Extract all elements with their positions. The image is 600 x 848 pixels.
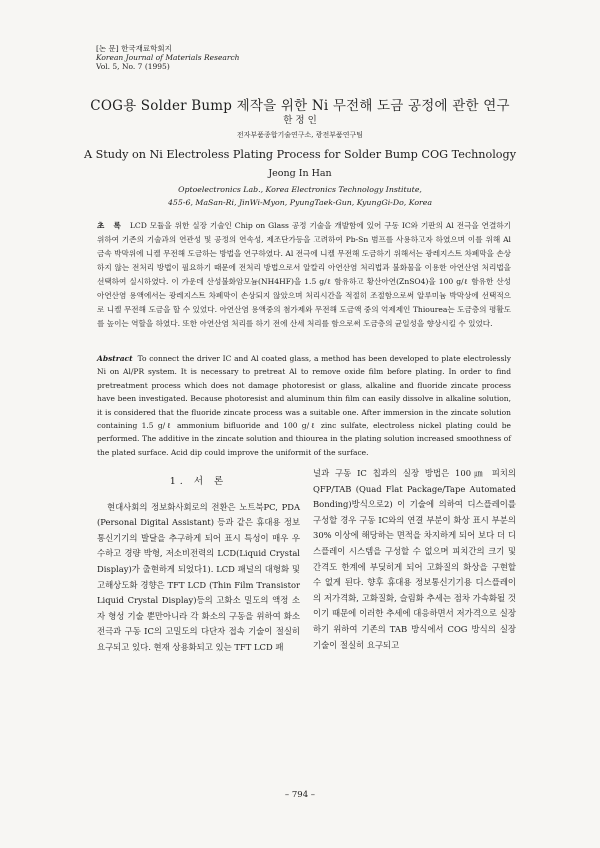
abstract-english-text: To connect the driver IC and Al coated glass, a method has been developed to plate electrolessly Ni on Al/PR system. It is necessary to pretreat Al to remove oxide film before plating. In order to find pretreatment process which does not damage photoresist or glass, alkaline and fluoride zincate process have been investigated. Because photoresist and aluminum thin film can easily dissolve in alkaline solution, it is considered that the fluoride zincate process was a suitable one. After immersion in the zincate solution containing 1.5 g/ℓ ammonium bifluoride and 100 g/ℓ zinc sulfate, electroless nickel plating could be performed. The additive in the zincate solution and thiourea in the plating solution increased smoothness of the plated surface. Acid dip could improve the uniformit of the surface. [97,354,511,457]
journal-volume: Vol. 5, No. 7 (1995) [96,62,170,71]
author-english: Jeong In Han [268,168,332,179]
affiliation-english-line2: 455-6, MaSan-Ri, JinWi-Myon, PyungTaek-Gun, KyungGi-Do, Korea [167,198,433,207]
abstract-korean-label: 초 록 [97,221,124,230]
author-korean: 한 정 인 [283,115,317,126]
page-number: – 794 – [284,790,316,800]
abstract-english-label: Abstract [97,354,133,363]
affiliation-korean: 전자부품종합기술연구소, 광전부품연구팀 [236,131,364,139]
abstract-korean-text: LCD 모듈을 위한 실장 기술인 Chip on Glass 공정 기술을 개발함에 있어 구동 IC와 기판의 Al 전극을 연결하기 위하여 기존의 기술과의 연관성 및 공정의 연속성, 제조단가등을 고려하여 Pb-Sn 범프를 사용하고자 하였으며 이를 위해 Al 금속 박막위에 니켈 무전해 도금하는 방법을 연구하였다. Al 전극에 니켈 무전해 도금하기 위해서는 광레지스트 차폐막을 손상하지 않는 전처리 방법이 필요하기 때문에 전처리 방법으로서 알칼리 아연산염 처리법과 불화물을 이용한 아연산염 처리법을 선택하여 실시하였다. 이 가운데 산성불화암모늄(NH4HF)을 1.5 g/ℓ 함유하고 황산아연(ZnSO4)을 100 g/ℓ 함유한 산성 아연산염 용액에서는 광레지스트 차폐막이 손상되지 않았으며 처리시간을 적절히 조절함으로써 알루미늄 박막상에 선택적으로 니켈 무전해 도금을 할 수 있었다. 아연산염 용액중의 첨가제와 무전해 도금액 중의 억제제인 Thiourea는 도금층의 평활도를 높이는 역할을 하였다. 또한 아연산염 처리를 하기 전에 산세 처리를 함으로써 도금층의 균일성을 향상시킬 수 있었다. [97,221,511,328]
title-english: A Study on Ni Electroless Plating Process for Solder Bump COG Technology [83,148,517,161]
body-column-right [313,466,516,653]
affiliation-english [0,183,600,209]
journal-header [96,44,239,71]
introduction-paragraph-left: 현대사회의 정보화사회로의 전환은 노트북PC, PDA (Personal Digital Assistant) 등과 같은 휴대용 정보통신기기의 발달을 추구하게 되어 표시 특성이 매우 우수하고 경량 박형, 저소비전력의 LCD(Liquid Crystal Display)가 출현하게 되었다1). LCD 패널의 대형화 및 고해상도화 경향은 TFT LCD (Thin Film Transistor Liquid Crystal Display)등의 고화소 밀도의 액정 소자 형성 기술 뿐만아니라 각 화소의 구동을 위하여 화소 전극과 구동 IC의 고밀도의 다단자 접속 기술이 절실히 요구되고 있다. 현재 상용화되고 있는 TFT LCD 패 [97,501,300,652]
section-heading-introduction: 1. 서 론 [169,476,228,487]
body-column-left [97,466,300,656]
journal-korean-name: [논 문] 한국재료학회지 [96,44,172,53]
abstract-korean [97,219,511,331]
abstract-english [97,352,511,459]
introduction-paragraph-right: 널과 구동 IC 칩과의 실장 방법은 100㎛ 피치의 QFP/TAB (Quad Flat Package/Tape Automated Bonding)방식으로2) 이 기술에 의하여 디스플레이를 구성할 경우 구동 IC와의 연결 부분이 화상 표시 부분의 30% 이상에 해당하는 면적을 차지하게 되어 보다 더 디스플레이 시스템을 구성할 수 없으며 피치간의 크기 및 간격도 한계에 부딪히게 되어 고화질의 화상을 구현할 수 없게 된다. 향후 휴대용 정보통신기기용 디스플레이의 저가격화, 고화질화, 슬림화 추세는 점차 가속화될 것이기 때문에 이러한 추세에 대응하면서 저가격으로 실장하기 위하여 기존의 TAB 방식에서 COG 방식의 실장 기술이 절실히 요구되고 [313,468,516,650]
journal-english-name: Korean Journal of Materials Research [96,53,240,62]
affiliation-english-line1: Optoelectronics Lab., Korea Electronics Technology Institute, [178,185,422,194]
title-korean: COG용 Solder Bump 제작을 위한 Ni 무전해 도금 공정에 관한 연구 [90,98,510,114]
